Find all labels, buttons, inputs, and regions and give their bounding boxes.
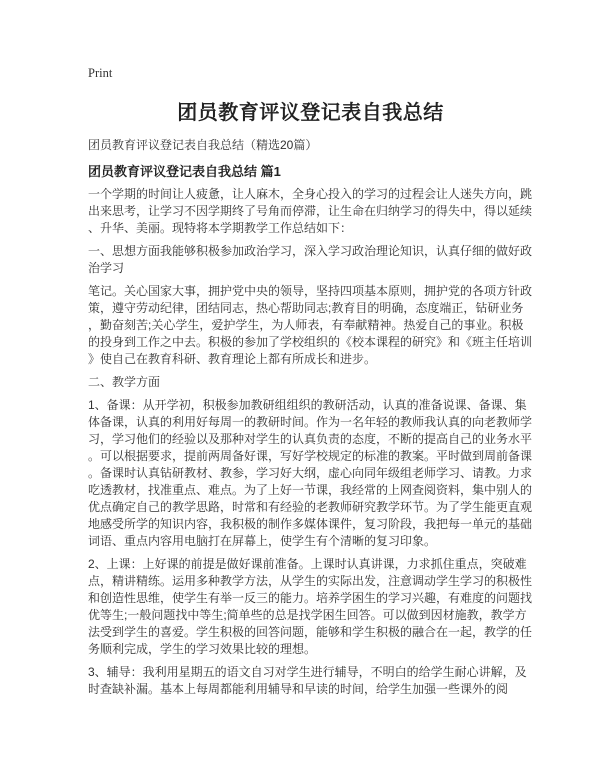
paragraph-2: 一、思想方面我能够积极参加政治学习，深入学习政治理论知识，认真仔细的做好政治学习 — [88, 244, 533, 275]
paragraph-4: 二、教学方面 — [88, 375, 161, 389]
article-body — [88, 186, 533, 698]
print-button[interactable]: Print — [88, 66, 113, 80]
section-heading: 团员教育评议登记表自我总结 篇1 — [88, 164, 281, 179]
page-title: 团员教育评议登记表自我总结 — [177, 102, 444, 124]
paragraph-6: 2、上课：上好课的前提是做好课前准备。上课时认真讲课，力求抓住重点，突破难点，精讲精练。运用多种教学方法，从学生的实际出发，注意调动学生学习的积极性和创造性思维，使学生有举一反三的能力。培养学困生的学习兴趣，有难度的问题找优等生;一般问题找中等生;简单些的总是找学困生回答。可以做到因材施教，教学方法受到学生的喜爱。学生积极的回答问题，能够和学生积极的融合在一起，教学的任务顺利完成，学生的学习效果比较的理想。 — [88, 557, 533, 656]
paragraph-1: 一个学期的时间让人疲惫，让人麻木，全身心投入的学习的过程会让人迷失方向，跳出来思考，让学习不因学期终了号角而停滞，让生命在归纳学习的得失中，得以延续、升华、美丽。现特将本学期教学工作总结如下： — [88, 187, 533, 235]
paragraph-3: 笔记。关心国家大事，拥护党中央的领导，坚持四项基本原则，拥护党的各项方针政策，遵守劳动纪律，团结同志，热心帮助同志;教育目的明确，态度端正，钻研业务，勤奋刻苦;关心学生，爱护学生，为人师表，有奉献精神。热爱自己的事业。积极的投身到工作之中去。积极的参加了学校组织的《校本课程的研究》和《班主任培训》使自己在教育科研、教育理论上都有所成长和进步。 — [88, 284, 533, 366]
document-subtitle: 团员教育评议登记表自我总结（精选20篇） — [88, 138, 318, 152]
paragraph-7: 3、辅导：我利用星期五的语文自习对学生进行辅导，不明白的给学生耐心讲解，及时查缺补漏。基本上每周都能利用辅导和早读的时间，给学生加强一些课外的阅 — [88, 665, 527, 696]
paragraph-5: 1、备课：从开学初，积极参加教研组组织的教研活动，认真的准备说课、备课、集体备课，认真的利用好每周一的教研时间。作为一名年轻的教师我认真的向老教师学习，学习他们的经验以及那种对学生的认真负责的态度，不断的提高自己的业务水平。可以根据要求，提前两周备好课，写好学校规定的标准的教案。平时做到周前备课。备课时认真钻研教材、教参，学习好大纲，虚心向同年级组老师学习、请教。力求吃透教材，找准重点、难点。为了上好一节课，我经常的上网查阅资料，集中别人的优点确定自己的教学思路，时常和有经验的老教师研究教学环节。为了学生能更直观地感受所学的知识内容，我积极的制作多媒体课件，复习阶段，我把每一单元的基础词语、重点内容用电脑打在屏幕上，使学生有个清晰的复习印象。 — [88, 398, 533, 548]
